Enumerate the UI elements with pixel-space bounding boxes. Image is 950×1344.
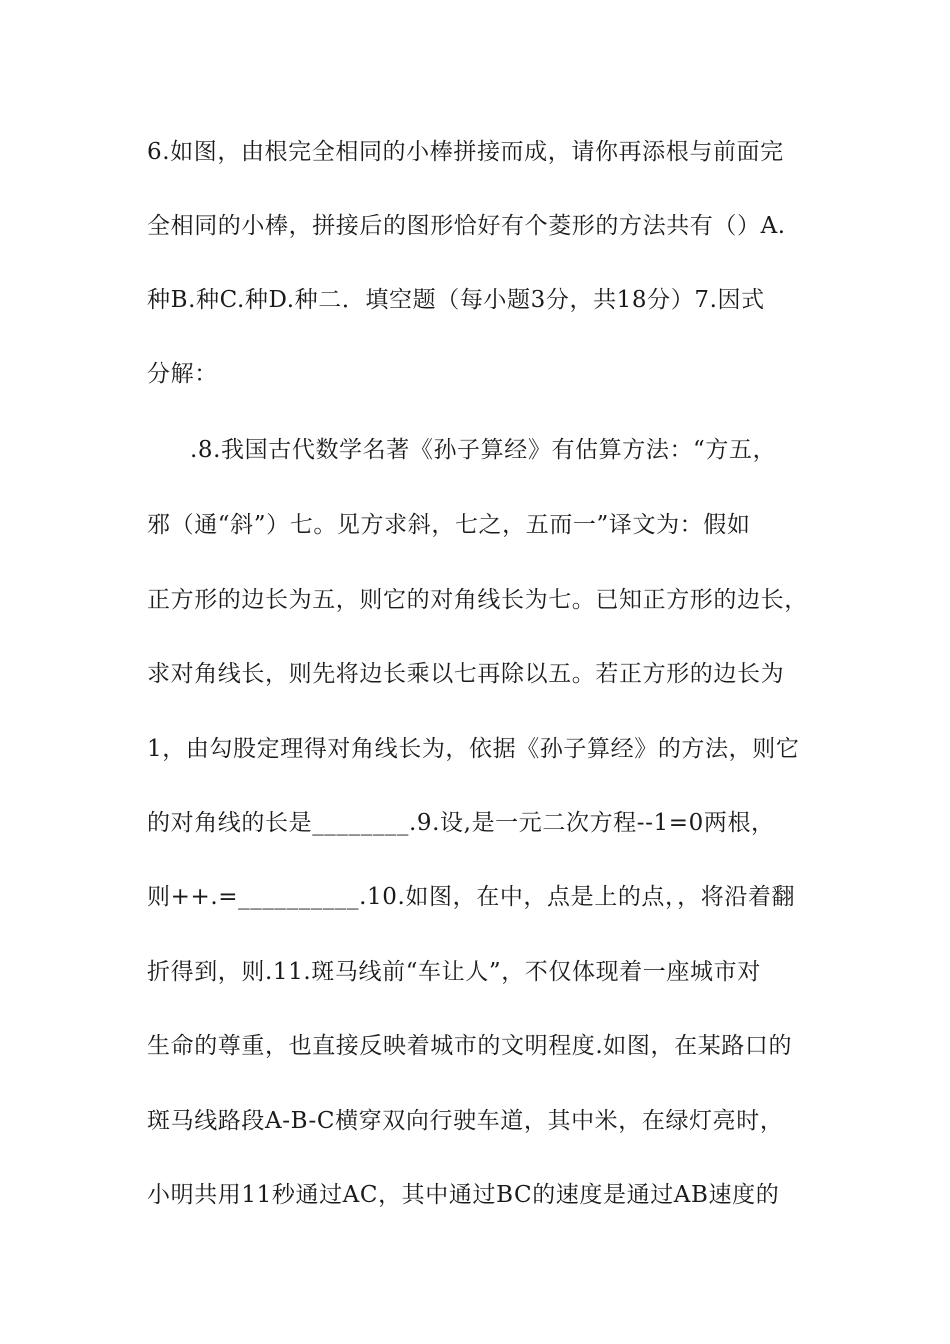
text-line: 则++.=__________.10.如图，在中，点是上的点，，将沿着翻 <box>147 884 796 910</box>
text-line: 6.如图，由根完全相同的小棒拼接而成，请你再添根与前面完 <box>147 139 784 165</box>
text-line: 种B.种C.种D.种二．填空题（每小题3分，共18分）7.因式 <box>147 287 765 313</box>
text-line: 全相同的小棒，拼接后的图形恰好有个菱形的方法共有（）A. <box>147 213 786 239</box>
text-line: .8.我国古代数学名著《孙子算经》有估算方法：“方五， <box>190 437 777 463</box>
text-line: 生命的尊重，也直接反映着城市的文明程度.如图，在某路口的 <box>147 1033 793 1059</box>
text-line: 的对角线的长是________.9.设,是一元二次方程--1=0两根， <box>147 810 775 836</box>
text-line: 折得到，则.11.斑马线前“车让人”，不仅体现着一座城市对 <box>147 959 761 985</box>
text-line: 求对角线长，则先将边长乘以七再除以五。若正方形的边长为 <box>147 661 785 687</box>
text-line: 斑马线路段A-B-C横穿双向行驶车道，其中米，在绿灯亮时， <box>147 1108 784 1134</box>
text-line: 邪（通“斜”）七。见方求斜，七之，五而一”译文为：假如 <box>147 512 751 538</box>
text-line: 1，由勾股定理得对角线长为，依据《孙子算经》的方法，则它 <box>147 736 800 762</box>
text-line: 分解： <box>147 361 218 387</box>
text-line: 小明共用11秒通过AC，其中通过BC的速度是通过AB速度的 <box>147 1182 780 1208</box>
text-line: 正方形的边长为五，则它的对角线长为七。已知正方形的边长， <box>147 587 808 613</box>
